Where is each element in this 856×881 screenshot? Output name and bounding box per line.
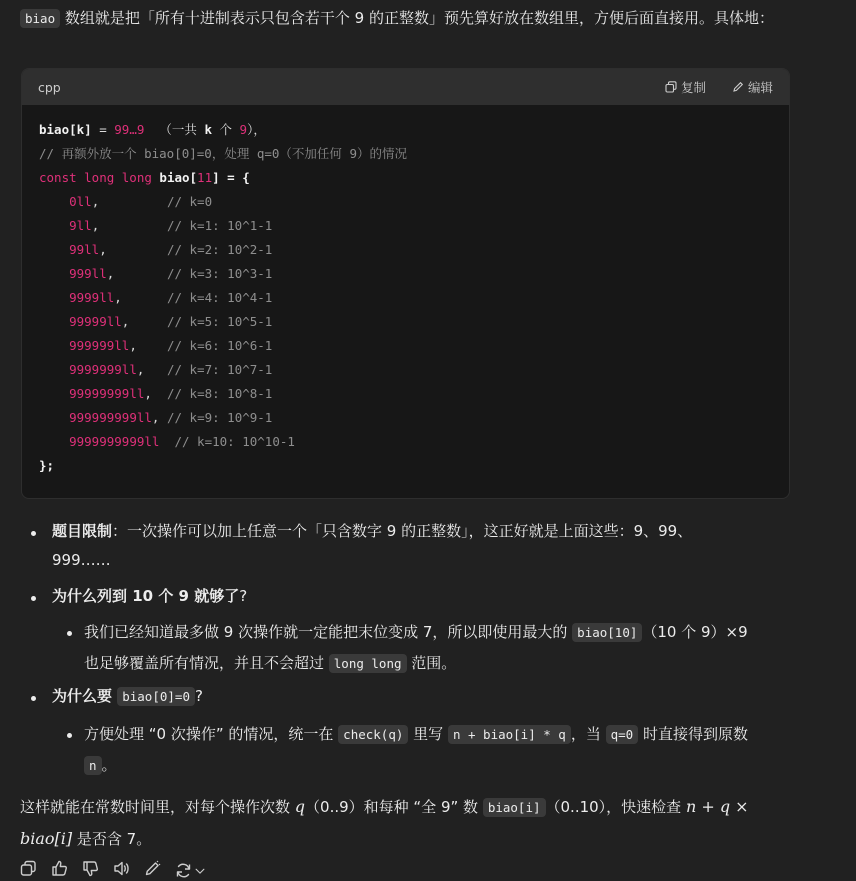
list-item: 方便处理 “0 次操作” 的情况，统一在 check(q) 里写 n + biao[i] * q ，当 q=0 时直接得到原数 n 。 (84, 725, 748, 774)
speaker-icon (113, 860, 130, 877)
list-item: 我们已经知道最多做 9 次操作就一定能把末位变成 7，所以即使用最大的 biao[10] （10 个 9）×9 也足够覆盖所有情况，并且不会超过 long long 范围。 (84, 623, 748, 672)
code-line: 99ll, // k=2: 10^2-1 (69, 242, 273, 257)
read-aloud-button[interactable] (113, 860, 130, 881)
code-block (21, 68, 790, 499)
code-line: 999ll, // k=3: 10^3-1 (69, 266, 273, 281)
code-line: 99999ll, // k=5: 10^5-1 (69, 314, 273, 329)
chevron-down-icon (194, 865, 206, 877)
code-line: 9999999ll, // k=7: 10^7-1 (69, 362, 273, 377)
copy-code-button[interactable] (665, 78, 706, 96)
code-header (22, 69, 789, 105)
inline-code: biao (20, 9, 60, 28)
thumbs-up-icon (51, 860, 68, 877)
code-line: 99999999ll, // k=8: 10^8-1 (69, 386, 273, 401)
code-line: 9999ll, // k=4: 10^4-1 (69, 290, 273, 305)
edit-icon (732, 81, 744, 93)
code-line: 999999999ll, // k=9: 10^9-1 (69, 410, 273, 425)
copy-label: 复制 (680, 80, 706, 95)
edit-code-button[interactable] (732, 78, 773, 96)
sub-bullet-dot (67, 733, 72, 738)
sub-bullet-dot (67, 631, 72, 636)
intro-text: 数组就是把「所有十进制表示只包含若干个 9 的正整数」预先算好放在数组里，方便后面直接用。具体地： (60, 9, 774, 27)
code-language: cpp (38, 79, 61, 95)
thumbs-up-button[interactable] (51, 860, 68, 881)
bullet-dot (31, 696, 36, 701)
regenerate-button[interactable] (175, 862, 206, 879)
thumbs-down-icon (82, 860, 99, 877)
thumbs-down-button[interactable] (82, 860, 99, 881)
edit-label: 编辑 (747, 80, 773, 95)
edit-icon (144, 860, 161, 877)
copy-icon (665, 81, 677, 93)
list-item: 为什么要 biao[0]=0 ? (52, 687, 203, 705)
code-line: 0ll, // k=0 (69, 194, 213, 209)
conclusion-paragraph: 这样就能在常数时间里，对每个操作次数 q（0..9）和每种 “全 9” 数 biao[i] （0..10），快速检查 n + q × biao[i] 是否含 7。 (20, 797, 749, 848)
bullet-dot (31, 531, 36, 536)
list-item: 题目限制：一次操作可以加上任意一个「只含数字 9 的正整数」，这正好就是上面这些：9、99、 999…… (52, 522, 693, 569)
copy-icon (20, 860, 37, 877)
message-actions (20, 860, 206, 881)
code-line: 999999ll, // k=6: 10^6-1 (69, 338, 273, 353)
code-content: biao[k] = 99…9 （一共 k 个 9）， // 再额外放一个 biao[0]=0，处理 q=0（不加任何 9）的情况 const long long biao[11] = { 0ll, // k=0 9ll, // k=1: 10^1-1 99ll, // k=2: 10^2-1 999ll, // k=3: 10^3-1 9999ll, // k=4: 10^4-1 99999ll, // k=5: 10^5-1 999999ll, // k=6: 10^6-1 9999999ll, // k=7: 10^7-1 99999999ll, // k=8: 10^8-1 999999999ll, // k=9: 10^9-1 9999999999ll // k=10: 10^10-1 }; (39, 122, 407, 473)
edit-button[interactable] (144, 860, 161, 881)
code-line: 9ll, // k=1: 10^1-1 (69, 218, 273, 233)
copy-button[interactable] (20, 860, 37, 881)
list-item: 为什么列到 10 个 9 就够了? (52, 587, 248, 605)
regenerate-icon (175, 862, 192, 879)
intro-paragraph (20, 3, 810, 34)
code-line: 9999999999ll // k=10: 10^10-1 (69, 434, 295, 449)
bullet-dot (31, 596, 36, 601)
